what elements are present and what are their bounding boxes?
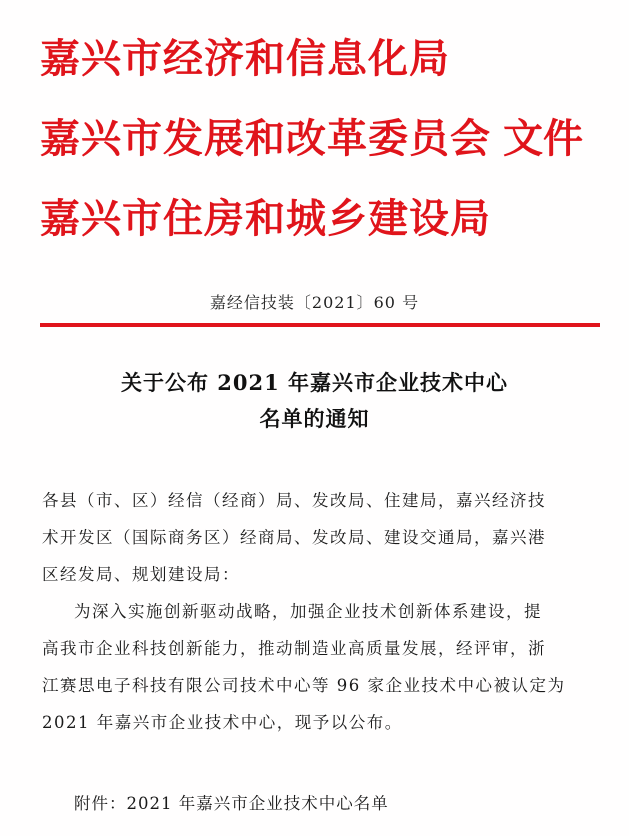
document-type-label: 文件 — [503, 116, 583, 162]
document-number: 嘉经信技装〔2021〕60 号 — [209, 293, 420, 312]
body-text-line: 为深入实施创新驱动战略，加强企业技术创新体系建设，提 — [74, 602, 542, 621]
issuer-housing-construction-bureau: 嘉兴市住房和城乡建设局 — [40, 196, 491, 242]
body-text-line: 术开发区（国际商务区）经商局、发改局、建设交通局，嘉兴港 — [42, 528, 546, 547]
notice-title-line-1: 关于公布 2021 年嘉兴市企业技术中心 — [120, 370, 509, 395]
body-text-line: 高我市企业科技创新能力，推动制造业高质量发展，经评审，浙 — [42, 639, 546, 658]
body-text-line: 江赛思电子科技有限公司技术中心等 96 家企业技术中心被认定为 — [42, 676, 566, 695]
body-text-line: 2021 年嘉兴市企业技术中心，现予以公布。 — [42, 713, 403, 732]
issuer-economy-info-bureau: 嘉兴市经济和信息化局 — [40, 36, 450, 82]
attachment-note: 附件：2021 年嘉兴市企业技术中心名单 — [74, 794, 389, 813]
issuer-development-reform-commission: 嘉兴市发展和改革委员会 — [40, 116, 491, 162]
body-text-line: 各县（市、区）经信（经商）局、发改局、住建局，嘉兴经济技 — [42, 491, 546, 510]
body-text-line: 区经发局、规划建设局： — [42, 565, 240, 584]
issuing-agencies-header — [0, 0, 629, 270]
red-separator-line — [40, 323, 600, 327]
notice-title-line-2: 名单的通知 — [259, 406, 370, 431]
